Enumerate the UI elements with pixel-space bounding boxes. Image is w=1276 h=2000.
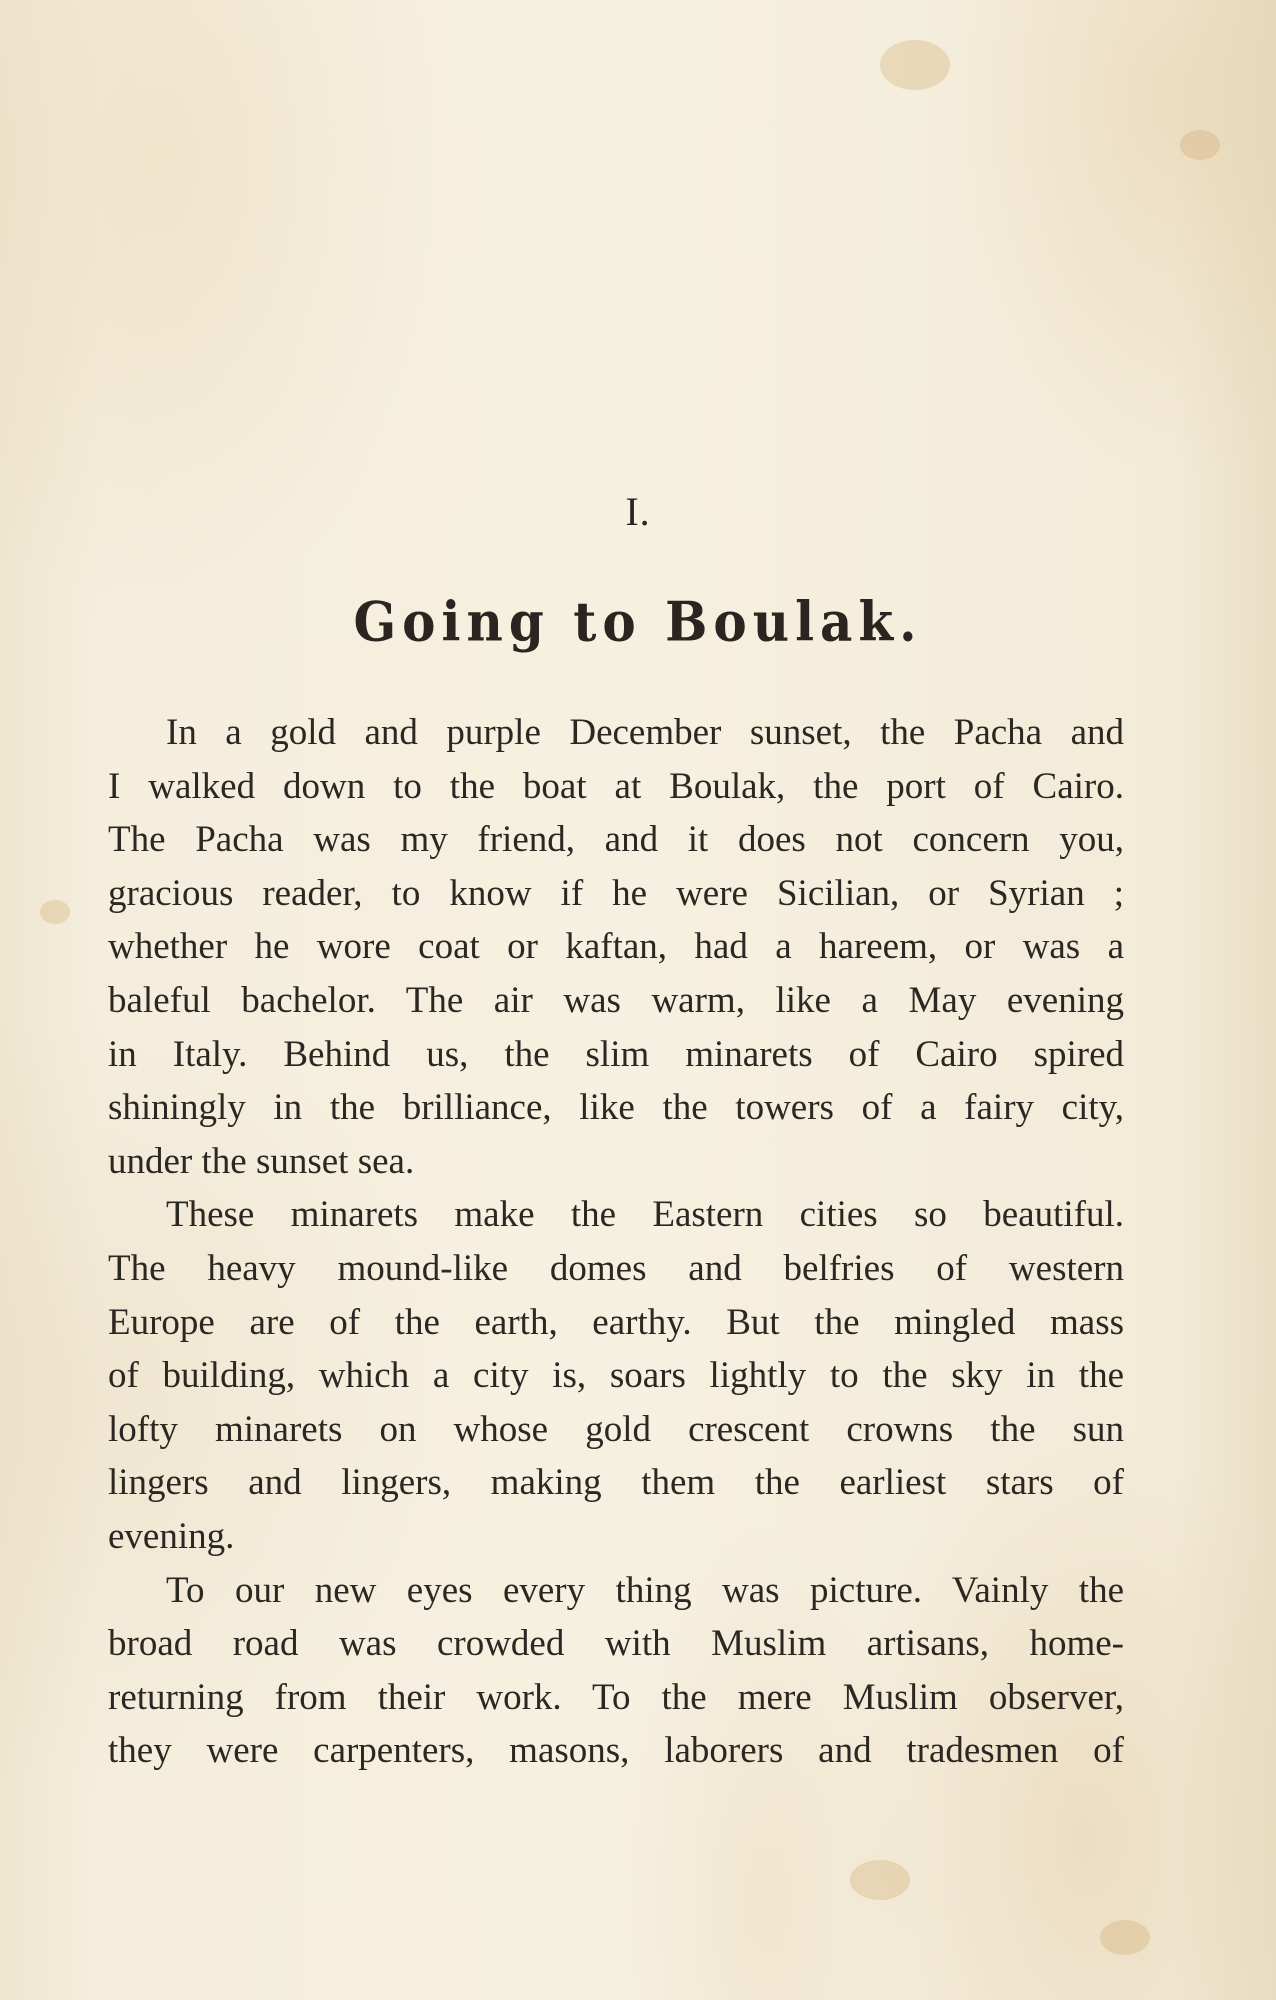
chapter-number: I. xyxy=(625,489,651,534)
text-line: In a gold and purple December sunset, the Pacha and xyxy=(166,712,1124,753)
text-line: evening. xyxy=(108,1515,235,1557)
text-line: To our new eyes every thing was picture. Vainly the xyxy=(166,1569,1124,1611)
text-line: lingers and lingers, making them the earliest stars of xyxy=(108,1462,1124,1504)
foxing-spot xyxy=(880,40,950,90)
text-line: I walked down to the boat at Boulak, the port of Cairo. xyxy=(108,765,1124,807)
text-line: broad road was crowded with Muslim artisans, home- xyxy=(108,1623,1124,1665)
body-text xyxy=(108,706,1124,1778)
text-line: gracious reader, to know if he were Sicilian, or Syrian ; xyxy=(108,872,1124,914)
chapter-title: Going to Boulak. xyxy=(353,589,923,654)
text-line: These minarets make the Eastern cities so beautiful. xyxy=(166,1194,1124,1236)
text-line: of building, which a city is, soars lightly to the sky in the xyxy=(108,1355,1124,1397)
text-line: they were carpenters, masons, laborers and tradesmen of xyxy=(108,1730,1124,1772)
foxing-spot xyxy=(1180,130,1220,160)
text-line: baleful bachelor. The air was warm, like a May evening xyxy=(108,979,1124,1021)
text-line: whether he wore coat or kaftan, had a hareem, or was a xyxy=(108,926,1124,968)
text-line: in Italy. Behind us, the slim minarets of Cairo spired xyxy=(108,1033,1124,1075)
text-line: The heavy mound-like domes and belfries of western xyxy=(108,1247,1124,1289)
text-line: The Pacha was my friend, and it does not concern you, xyxy=(108,819,1124,861)
foxing-spot xyxy=(850,1860,910,1900)
text-line: shiningly in the brilliance, like the towers of a fairy city, xyxy=(108,1087,1124,1129)
text-line: lofty minarets on whose gold crescent crowns the sun xyxy=(108,1408,1124,1450)
foxing-spot xyxy=(1100,1920,1150,1955)
text-line: Europe are of the earth, earthy. But the mingled mass xyxy=(108,1301,1124,1343)
text-line: returning from their work. To the mere Muslim observer, xyxy=(108,1676,1124,1718)
foxing-spot xyxy=(40,900,70,924)
text-line: under the sunset sea. xyxy=(108,1140,415,1182)
